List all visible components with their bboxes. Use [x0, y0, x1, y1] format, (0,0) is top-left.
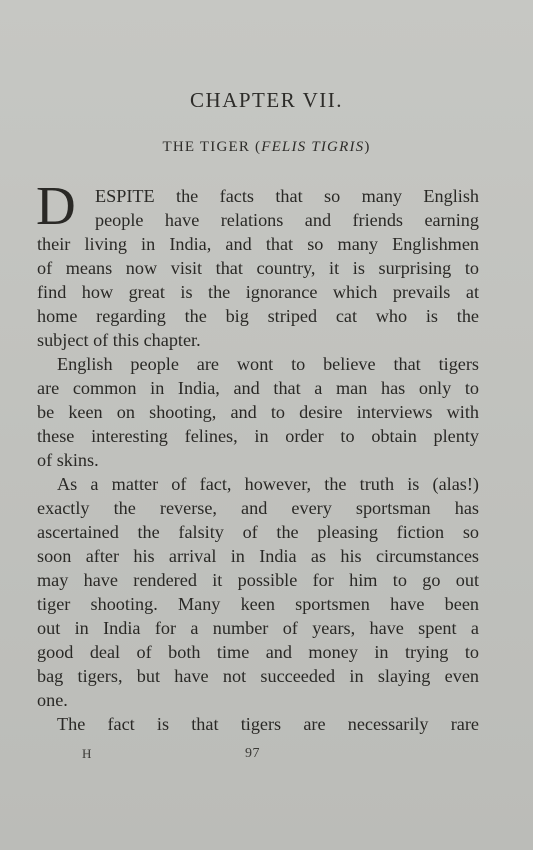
text-line: soon after his arrival in India as his circumstances: [37, 546, 479, 566]
text-line: out in India for a number of years, have spent a: [37, 618, 479, 638]
text-line: ESPITE the facts that so many English: [95, 186, 479, 206]
chapter-subtitle: [0, 139, 533, 156]
text-line: these interesting felines, in order to obtain plenty: [37, 426, 479, 446]
text-line: tiger shooting. Many keen sportsmen have been: [37, 594, 479, 614]
page-number: 97: [245, 746, 260, 761]
text-line: find how great is the ignorance which prevails at: [37, 282, 479, 302]
text-line: of skins.: [37, 450, 99, 470]
text-line: one.: [37, 690, 68, 710]
drop-cap: D: [36, 175, 76, 236]
chapter-heading: CHAPTER VII.: [190, 88, 343, 112]
text-line: people have relations and friends earning: [95, 210, 479, 230]
text-line: be keen on shooting, and to desire interviews with: [37, 402, 479, 422]
text-line: The fact is that tigers are necessarily rare: [57, 714, 479, 734]
text-line: bag tigers, but have not succeeded in slaying even: [37, 666, 479, 686]
subtitle-close: ): [364, 139, 371, 155]
subtitle-scientific-name: FELIS TIGRIS: [261, 139, 365, 155]
text-line: of means now visit that country, it is surprising to: [37, 258, 479, 278]
text-line: English people are wont to believe that tigers: [57, 354, 479, 374]
subtitle-main: THE TIGER (: [162, 139, 262, 155]
text-line: exactly the reverse, and every sportsman has: [37, 498, 479, 518]
text-line: good deal of both time and money in trying to: [37, 642, 479, 662]
signature-mark: H: [82, 746, 93, 761]
text-line: subject of this chapter.: [37, 330, 201, 350]
text-line: are common in India, and that a man has only to: [37, 378, 479, 398]
text-line: As a matter of fact, however, the truth is (alas!): [57, 474, 479, 494]
text-line: their living in India, and that so many Englishmen: [37, 234, 479, 254]
text-line: may have rendered it possible for him to go out: [37, 570, 479, 590]
text-line: ascertained the falsity of the pleasing fiction so: [37, 522, 479, 542]
text-line: home regarding the big striped cat who is the: [37, 306, 479, 326]
